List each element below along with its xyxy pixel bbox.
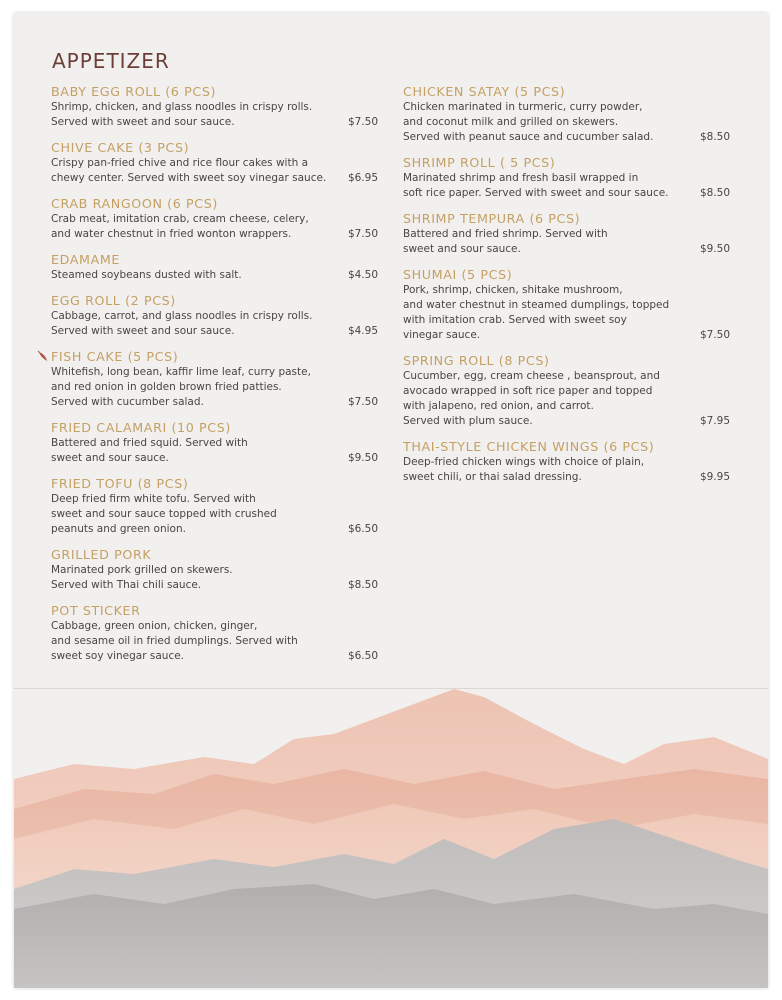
item-description: Marinated shrimp and fresh basil wrapped in: [403, 172, 639, 184]
item-name: SHUMAI (5 PCS): [403, 267, 513, 282]
item-price: $9.95: [699, 471, 730, 483]
menu-item: [51, 251, 378, 283]
item-description: Battered and fried squid. Served with: [51, 437, 248, 449]
item-description: sweet and sour sauce.: [51, 452, 169, 464]
item-name: EGG ROLL (2 PCS): [51, 293, 176, 308]
item-description: with imitation crab. Served with sweet soy: [403, 314, 627, 326]
item-description: Deep-fried chicken wings with choice of plain,: [403, 456, 645, 468]
item-price: $9.50: [699, 243, 730, 255]
item-description: Cabbage, carrot, and glass noodles in crispy rolls.: [51, 310, 313, 322]
menu-item: [403, 154, 730, 201]
item-description: and coconut milk and grilled on skewers.: [403, 116, 619, 128]
item-description: peanuts and green onion.: [51, 523, 186, 535]
item-description: and red onion in golden brown fried patties.: [51, 381, 282, 393]
item-name: SHRIMP ROLL ( 5 PCS): [403, 155, 556, 170]
menu-page: [14, 13, 768, 988]
item-description: Served with cucumber salad.: [51, 396, 204, 408]
item-name: CHICKEN SATAY (5 PCS): [403, 84, 566, 99]
item-description: and sesame oil in fried dumplings. Served with: [51, 635, 298, 647]
item-description: Cucumber, egg, cream cheese , beansprout, and: [403, 370, 660, 382]
item-description: sweet and sour sauce topped with crushed: [51, 508, 277, 520]
item-description: Shrimp, chicken, and glass noodles in crispy rolls.: [51, 101, 313, 113]
item-price: $4.50: [347, 269, 378, 281]
menu-column-left: [51, 83, 378, 673]
item-description: with jalapeno, red onion, and carrot.: [403, 400, 594, 412]
menu-item: [51, 419, 378, 466]
item-description: soft rice paper. Served with sweet and sour sauce.: [403, 187, 669, 199]
item-name: POT STICKER: [51, 603, 141, 618]
item-price: $8.50: [699, 131, 730, 143]
item-description: Deep fried firm white tofu. Served with: [51, 493, 256, 505]
item-description: sweet chili, or thai salad dressing.: [403, 471, 582, 483]
chili-pepper-icon: [37, 350, 49, 362]
menu-item: [403, 438, 730, 485]
menu-item: [403, 210, 730, 257]
item-description: and water chestnut in fried wonton wrappers.: [51, 228, 292, 240]
item-name: EDAMAME: [51, 252, 121, 267]
item-name: GRILLED PORK: [51, 547, 152, 562]
item-description: sweet and sour sauce.: [403, 243, 521, 255]
item-name: SPRING ROLL (8 PCS): [403, 353, 550, 368]
item-description: sweet soy vinegar sauce.: [51, 650, 185, 662]
item-description: Cabbage, green onion, chicken, ginger,: [51, 620, 258, 632]
item-description: Crab meat, imitation crab, cream cheese, celery,: [51, 213, 309, 225]
menu-item: [403, 352, 730, 429]
item-description: Whitefish, long bean, kaffir lime leaf, curry paste,: [51, 366, 311, 378]
item-description: avocado wrapped in soft rice paper and topped: [403, 385, 653, 397]
item-description: Served with sweet and sour sauce.: [51, 325, 235, 337]
item-name: THAI-STYLE CHICKEN WINGS (6 PCS): [403, 439, 655, 454]
item-price: $7.50: [699, 329, 730, 341]
item-description: Served with Thai chili sauce.: [51, 579, 202, 591]
menu-item: [51, 475, 378, 537]
item-price: $7.50: [347, 228, 378, 240]
mountain-illustration: [14, 689, 768, 988]
menu-item: [51, 195, 378, 242]
menu-item: [51, 348, 378, 410]
item-description: Served with peanut sauce and cucumber salad.: [403, 131, 654, 143]
section-title: APPETIZER: [52, 49, 170, 73]
item-description: chewy center. Served with sweet soy vinegar sauce.: [51, 172, 327, 184]
item-price: $8.50: [699, 187, 730, 199]
menu-item: [403, 83, 730, 145]
item-description: Chicken marinated in turmeric, curry powder,: [403, 101, 643, 113]
item-description: Crispy pan-fried chive and rice flour cakes with a: [51, 157, 309, 169]
item-price: $8.50: [347, 579, 378, 591]
item-price: $7.50: [347, 396, 378, 408]
item-description: Served with sweet and sour sauce.: [51, 116, 235, 128]
menu-item: [403, 266, 730, 343]
menu-item: [51, 292, 378, 339]
item-price: $7.50: [347, 116, 378, 128]
item-name: FISH CAKE (5 PCS): [51, 349, 179, 364]
item-description: vinegar sauce.: [403, 329, 481, 341]
item-name: FRIED TOFU (8 PCS): [51, 476, 189, 491]
item-name: CRAB RANGOON (6 PCS): [51, 196, 218, 211]
item-name: SHRIMP TEMPURA (6 PCS): [403, 211, 581, 226]
menu-column-right: [403, 83, 730, 494]
item-description: Pork, shrimp, chicken, shitake mushroom,: [403, 284, 623, 296]
item-name: FRIED CALAMARI (10 PCS): [51, 420, 231, 435]
item-price: $4.95: [347, 325, 378, 337]
menu-item: [51, 602, 378, 664]
item-name: BABY EGG ROLL (6 PCS): [51, 84, 217, 99]
menu-item: [51, 139, 378, 186]
item-description: Marinated pork grilled on skewers.: [51, 564, 233, 576]
menu-item: [51, 546, 378, 593]
item-name: CHIVE CAKE (3 PCS): [51, 140, 190, 155]
item-price: $9.50: [347, 452, 378, 464]
item-price: $7.95: [699, 415, 730, 427]
item-description: Steamed soybeans dusted with salt.: [51, 269, 242, 281]
item-price: $6.50: [347, 650, 378, 662]
item-description: and water chestnut in steamed dumplings, topped: [403, 299, 670, 311]
item-price: $6.50: [347, 523, 378, 535]
item-description: Battered and fried shrimp. Served with: [403, 228, 608, 240]
item-description: Served with plum sauce.: [403, 415, 533, 427]
item-price: $6.95: [347, 172, 378, 184]
menu-item: [51, 83, 378, 130]
